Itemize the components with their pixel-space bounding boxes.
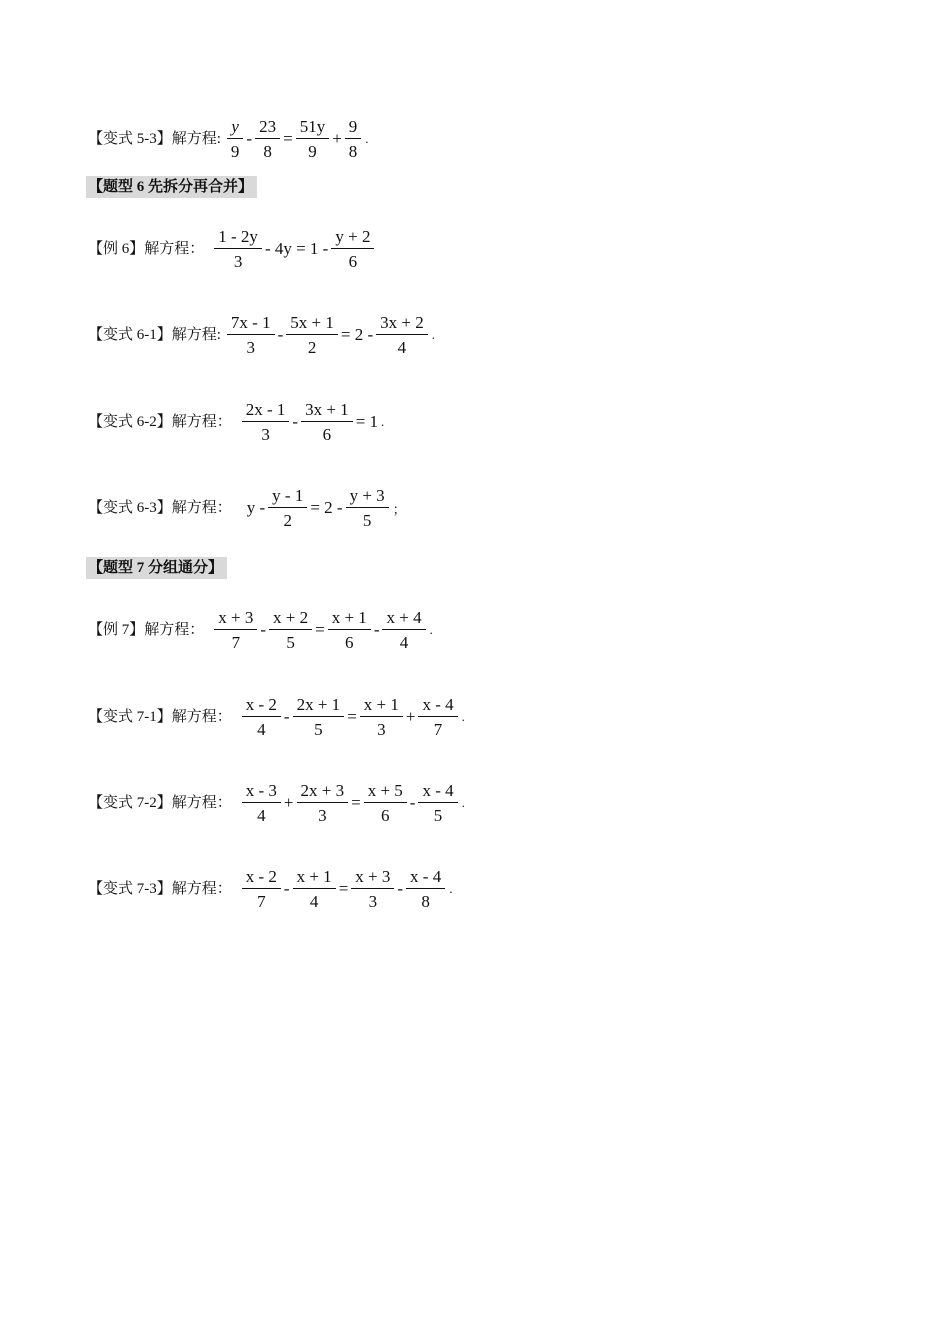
fraction	[418, 694, 457, 740]
numerator: 5x + 1	[290, 313, 334, 332]
fraction	[297, 780, 349, 826]
equation-term: = 2 -	[340, 325, 374, 344]
operator: =	[315, 620, 325, 639]
end-mark: ；	[392, 501, 406, 517]
end-mark: .	[461, 709, 465, 724]
equation-term: = 1	[355, 412, 379, 431]
equation	[212, 607, 433, 653]
fraction	[286, 312, 338, 358]
numerator: x - 2	[245, 695, 277, 714]
denominator: 5	[269, 629, 312, 653]
fraction	[293, 694, 345, 740]
numerator: x + 1	[331, 608, 367, 627]
fraction	[382, 607, 425, 653]
fraction	[328, 607, 371, 653]
fraction	[346, 485, 389, 531]
problem-variant-6-2	[88, 399, 384, 445]
denominator: 8	[345, 138, 362, 162]
problem-label: 【变式 6-1】解方程:	[88, 327, 221, 343]
problem-variant-7-1	[88, 694, 465, 740]
end-mark: .	[431, 327, 435, 342]
operator: -	[292, 412, 299, 431]
operator: =	[338, 879, 349, 898]
equation	[225, 116, 369, 162]
denominator: 9	[227, 138, 244, 162]
denominator: 3	[242, 421, 290, 445]
denominator: 7	[214, 629, 257, 653]
numerator: x + 4	[386, 608, 422, 627]
problem-label: 【变式 7-3】解方程：	[88, 881, 232, 897]
numerator: 1 - 2y	[218, 227, 258, 246]
denominator: 3	[214, 248, 262, 272]
fraction	[293, 866, 336, 912]
denominator: 9	[296, 138, 330, 162]
operator: -	[409, 793, 416, 812]
operator: =	[347, 707, 357, 726]
numerator: y - 1	[272, 486, 304, 505]
numerator: 9	[348, 117, 358, 136]
operator: +	[283, 793, 294, 812]
denominator: 5	[346, 507, 389, 531]
equation	[212, 226, 376, 272]
fraction	[255, 116, 280, 162]
fraction	[331, 226, 374, 272]
fraction	[242, 866, 281, 912]
fraction	[214, 607, 257, 653]
operator: +	[332, 129, 342, 148]
numerator: x + 3	[218, 608, 254, 627]
problem-label: 【变式 6-3】解方程：	[88, 500, 232, 516]
fraction	[296, 116, 330, 162]
equation-term: - 4y = 1 -	[264, 239, 329, 258]
numerator: x - 3	[245, 781, 277, 800]
operator: -	[277, 325, 284, 344]
problem-variant-7-3	[88, 866, 452, 912]
numerator: x + 1	[296, 867, 332, 886]
problem-label: 【例 7】解方程：	[88, 622, 205, 638]
denominator: 6	[301, 421, 353, 445]
denominator: 4	[382, 629, 425, 653]
operator: -	[246, 129, 253, 148]
end-mark: .	[449, 881, 453, 896]
numerator: x + 2	[273, 608, 309, 627]
numerator: x - 2	[245, 867, 277, 886]
denominator: 6	[364, 802, 407, 826]
denominator: 2	[286, 334, 338, 358]
operator: -	[260, 620, 267, 639]
fraction	[360, 694, 403, 740]
numerator: x - 4	[422, 781, 454, 800]
numerator: 7x - 1	[230, 313, 271, 332]
denominator: 6	[328, 629, 371, 653]
numerator: x - 4	[422, 695, 454, 714]
numerator: 2x - 1	[245, 400, 286, 419]
numerator: y + 2	[335, 227, 371, 246]
fraction	[227, 116, 244, 162]
denominator: 4	[376, 334, 428, 358]
problem-variant-6-1	[88, 312, 435, 358]
denominator: 8	[406, 888, 445, 912]
operator: -	[283, 707, 290, 726]
fraction	[406, 866, 445, 912]
fraction	[268, 485, 307, 531]
fraction	[364, 780, 407, 826]
problem-variant-5-3	[88, 116, 369, 162]
fraction	[269, 607, 312, 653]
equation	[240, 780, 465, 826]
fraction	[227, 312, 275, 358]
end-mark: .	[365, 131, 369, 146]
denominator: 7	[242, 888, 281, 912]
problem-example-6	[88, 226, 376, 272]
denominator: 4	[242, 716, 281, 740]
problem-label: 【变式 7-2】解方程：	[88, 795, 232, 811]
denominator: 4	[293, 888, 336, 912]
operator: =	[351, 793, 361, 812]
denominator: 3	[297, 802, 349, 826]
numerator: 3x + 2	[380, 313, 424, 332]
numerator: x - 4	[410, 867, 442, 886]
numerator: 51y	[299, 117, 326, 136]
problem-label: 【变式 7-1】解方程：	[88, 709, 232, 725]
equation-term: y -	[246, 498, 266, 517]
denominator: 2	[268, 507, 307, 531]
operator: =	[283, 129, 293, 148]
problem-example-7	[88, 607, 433, 653]
equation	[240, 694, 465, 740]
denominator: 5	[293, 716, 345, 740]
operator: -	[397, 879, 404, 898]
fraction	[351, 866, 394, 912]
fraction	[214, 226, 262, 272]
numerator: y + 3	[349, 486, 385, 505]
numerator: x + 1	[363, 695, 399, 714]
numerator: 2x + 1	[296, 695, 341, 714]
denominator: 8	[255, 138, 280, 162]
end-mark: .	[429, 622, 433, 637]
numerator: 2x + 3	[300, 781, 345, 800]
operator: -	[373, 620, 380, 639]
section-heading-6: 【题型 6 先拆分再合并】	[86, 176, 257, 198]
numerator: y	[231, 117, 239, 136]
equation-term: = 2 -	[310, 498, 343, 517]
operator: +	[405, 707, 416, 726]
fraction	[242, 399, 290, 445]
problem-label: 【变式 6-2】解方程：	[88, 414, 232, 430]
denominator: 5	[418, 802, 457, 826]
denominator: 3	[351, 888, 394, 912]
numerator: 3x + 1	[305, 400, 349, 419]
denominator: 6	[331, 248, 374, 272]
fraction	[242, 694, 281, 740]
denominator: 3	[227, 334, 275, 358]
equation	[225, 312, 435, 358]
problem-variant-7-2	[88, 780, 465, 826]
problem-variant-6-3	[88, 485, 406, 531]
numerator: x + 3	[355, 867, 391, 886]
numerator: 23	[259, 117, 277, 136]
equation	[240, 399, 385, 445]
denominator: 7	[418, 716, 457, 740]
denominator: 4	[242, 802, 281, 826]
denominator: 3	[360, 716, 403, 740]
fraction	[242, 780, 281, 826]
section-heading-7: 【题型 7 分组通分】	[86, 557, 227, 579]
equation	[240, 866, 453, 912]
fraction	[301, 399, 353, 445]
problem-label: 【变式 5-3】解方程:	[88, 131, 221, 147]
end-mark: .	[461, 795, 465, 810]
end-mark: .	[381, 414, 385, 429]
fraction	[345, 116, 362, 162]
equation	[246, 485, 406, 531]
operator: -	[283, 879, 290, 898]
problem-label: 【例 6】解方程：	[88, 241, 205, 257]
numerator: x + 5	[367, 781, 403, 800]
fraction	[418, 780, 457, 826]
fraction	[376, 312, 428, 358]
